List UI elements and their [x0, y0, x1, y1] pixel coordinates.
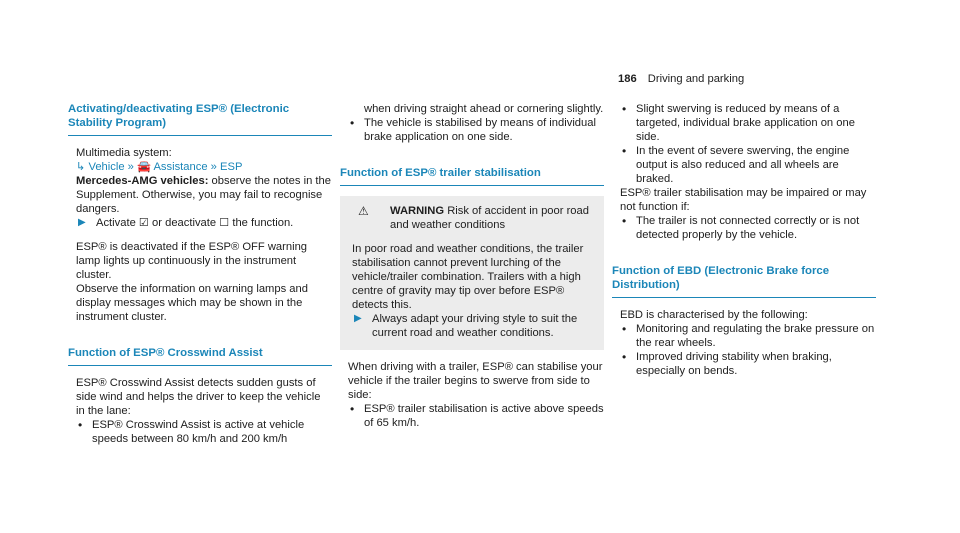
bullet-icon: • [622, 214, 627, 228]
observe-text: Observe the information on warning lamps and display messages which may be shown in the instrument cluster. [76, 283, 308, 323]
list-item: • Monitoring and regulating the brake pressure on the rear wheels. [622, 322, 875, 349]
warning-action: ▶ Always adapt your driving style to suit the current road and weather conditions. [354, 313, 578, 339]
list-item: • ESP® Crosswind Assist is active at vehicle speeds between 80 km/h and 200 km/h [78, 418, 305, 445]
trailer-text: When driving with a trailer, ESP® can stabilise your vehicle if the trailer begins to swerve from side to side: [348, 361, 603, 401]
warning-heading: Risk of accident in poor road and weather conditions [390, 205, 589, 231]
list-item: • ESP® trailer stabilisation is active above speeds of 65 km/h. [350, 402, 604, 429]
nav-esp: ESP [220, 161, 243, 173]
multimedia-label: Multimedia system: [76, 147, 172, 159]
trailer-list [348, 402, 604, 430]
bullet-icon: • [622, 322, 627, 336]
amg-text: observe the notes in the Supplement. Otherwise, you may fail to recognise dangers. [76, 175, 331, 215]
heading-activating-esp: Activating/deactivating ESP® (Electronic Stability Program) [68, 102, 332, 136]
impaired-list [620, 214, 876, 242]
nav-path [76, 160, 332, 174]
warning-box [340, 196, 604, 350]
crosswind-list-cont [348, 102, 604, 144]
warning-body: In poor road and weather conditions, the trailer stabilisation cannot prevent lurching of the vehicle/trailer combination. Trailers with a high centre of gravity may tip over before ESP® detects this. [352, 243, 584, 311]
column-middle [340, 102, 604, 430]
action-arrow-icon: ▶ [354, 313, 362, 324]
warning-title: WARNING [390, 205, 445, 217]
bullet-icon: • [350, 402, 355, 416]
impaired-text: ESP® trailer stabilisation may be impaired or may not function if: [620, 187, 867, 213]
heading-trailer: Function of ESP® trailer stabilisation [340, 166, 604, 186]
warning-triangle-icon: ⚠ [358, 204, 369, 218]
nav-assistance: Assistance [153, 161, 208, 173]
list-item: when driving straight ahead or cornering slightly. [364, 103, 604, 115]
nav-vehicle: Vehicle [88, 161, 125, 173]
crosswind-text: ESP® Crosswind Assist detects sudden gusts of side wind and helps the driver to keep the vehicle in the lane: [76, 377, 321, 417]
bullet-icon: • [622, 102, 627, 116]
page-number: 186 [618, 73, 637, 85]
heading-crosswind: Function of ESP® Crosswind Assist [68, 346, 332, 366]
crosswind-list [76, 418, 332, 446]
esp-deactivated-text: ESP® is deactivated if the ESP® OFF warning lamp lights up continuously in the instrument cluster. [76, 241, 308, 281]
action-activate: Activate ☑ or deactivate ☐ the function. [96, 217, 294, 229]
action-step [76, 216, 332, 230]
action-arrow-icon: ▶ [78, 217, 86, 228]
bullet-icon: • [622, 144, 627, 158]
ebd-text: EBD is characterised by the following: [620, 309, 808, 321]
bullet-icon: • [350, 116, 355, 130]
assistance-icon: 🚘 [137, 161, 151, 173]
page-header [618, 72, 744, 86]
column-left [68, 102, 332, 446]
list-item: • Improved driving stability when braking, especially on bends. [622, 350, 832, 377]
column-right [612, 102, 876, 378]
list-item: • The trailer is not connected correctly or is not detected properly by the vehicle. [622, 214, 860, 241]
list-item: • Slight swerving is reduced by means of a targeted, individual brake application on one side. [622, 102, 855, 143]
section-title: Driving and parking [647, 73, 745, 85]
bullet-icon: • [78, 418, 83, 432]
list-item: • The vehicle is stabilised by means of individual brake application on one side. [350, 116, 596, 143]
bullet-icon: • [622, 350, 627, 364]
heading-ebd: Function of EBD (Electronic Brake force Distribution) [612, 264, 876, 298]
return-arrow-icon: ↳ [76, 161, 86, 173]
ebd-list [620, 322, 876, 378]
forward-icon: » [210, 161, 217, 173]
warning-header [358, 204, 596, 232]
forward-icon: » [127, 161, 134, 173]
trailer-list-cont [620, 102, 876, 186]
list-item: • In the event of severe swerving, the engine output is also reduced and all wheels are braked. [622, 144, 850, 185]
amg-label: Mercedes-AMG vehicles: [76, 175, 209, 187]
